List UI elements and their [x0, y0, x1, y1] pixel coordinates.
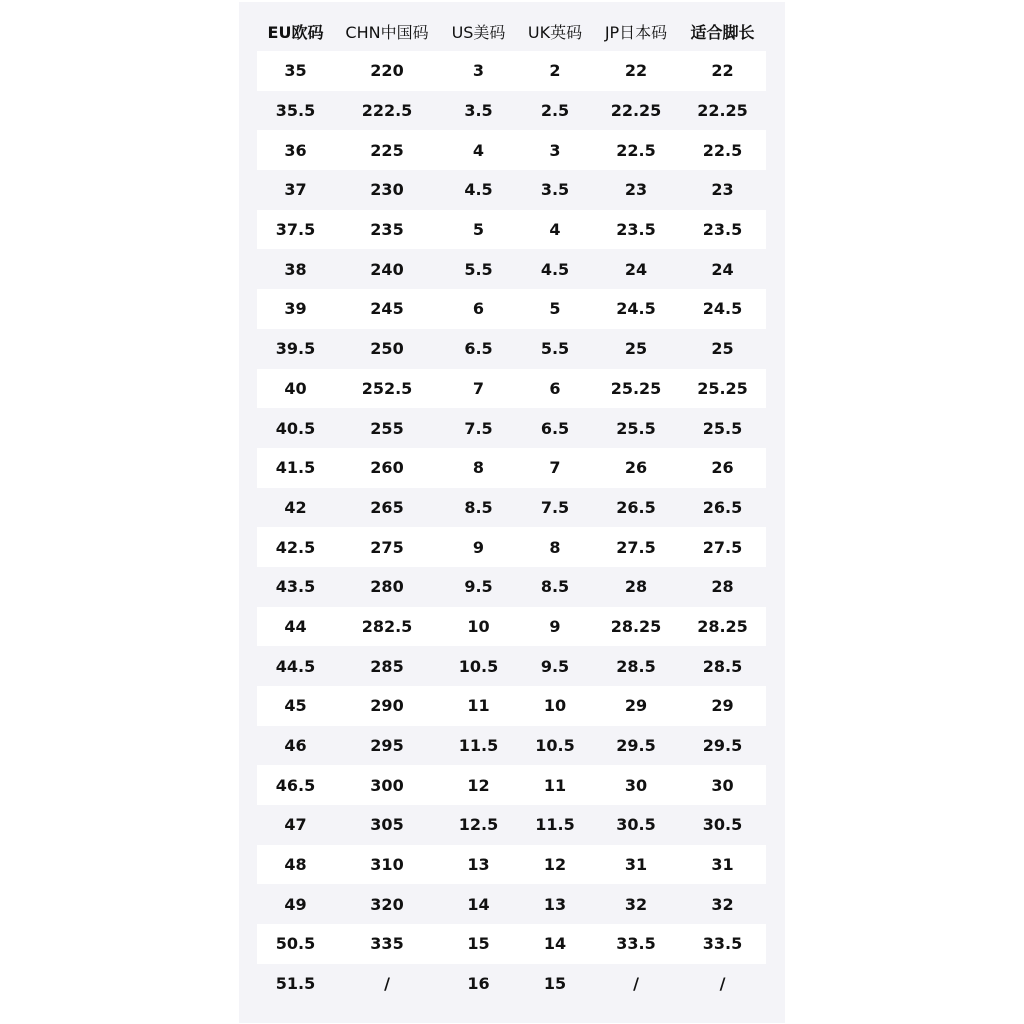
cell-uk: 6	[549, 378, 561, 398]
cell-chn: 255	[370, 418, 404, 438]
cell-foot-length: 28	[711, 577, 734, 597]
table-row	[257, 924, 766, 964]
cell-us: 9.5	[464, 577, 493, 597]
cell-eu: 36	[284, 140, 307, 160]
table-row	[257, 765, 766, 805]
cell-us: 9	[472, 537, 485, 557]
cell-eu: 39.5	[275, 339, 316, 359]
cell-eu: 49	[284, 894, 307, 914]
cell-us: 5	[472, 220, 485, 240]
cell-jp: 26.5	[616, 497, 656, 517]
cell-us: 10	[467, 616, 490, 636]
table-row	[257, 884, 766, 924]
cell-chn: 285	[370, 656, 404, 676]
cell-uk: 8.5	[540, 577, 570, 597]
cell-jp: 32	[624, 894, 648, 914]
cell-chn: 305	[370, 815, 404, 835]
cell-chn: 240	[370, 259, 404, 279]
cell-chn: 245	[370, 299, 404, 319]
cell-us: 11.5	[458, 736, 499, 756]
cell-eu: 40	[284, 378, 307, 398]
table-header	[257, 12, 766, 51]
cell-uk: 5	[549, 299, 561, 319]
cell-uk: 2.5	[540, 101, 570, 121]
cell-foot-length: 29	[711, 696, 734, 716]
table-row	[257, 527, 766, 567]
cell-eu: 39	[284, 299, 307, 319]
cell-uk: 15	[543, 974, 567, 994]
cell-foot-length: 26.5	[702, 497, 743, 517]
cell-jp: 24	[624, 259, 648, 279]
cell-foot-length: 22.5	[702, 140, 743, 160]
table-row	[257, 607, 766, 647]
cell-chn: 320	[370, 894, 404, 914]
cell-chn: 250	[370, 339, 404, 359]
table-row	[257, 805, 766, 845]
cell-foot-length: 25.25	[697, 378, 748, 398]
cell-jp: 23.5	[616, 220, 656, 240]
cell-uk: 5.5	[540, 339, 570, 359]
table-row	[257, 369, 766, 409]
table-row	[257, 408, 766, 448]
cell-uk: 7	[549, 458, 561, 478]
cell-uk: 12	[543, 855, 567, 875]
cell-us: 4.5	[464, 180, 493, 200]
cell-us: 6	[472, 299, 485, 319]
cell-foot-length: 22.25	[697, 101, 748, 121]
table-row	[257, 130, 766, 170]
cell-us: 4	[472, 140, 485, 160]
table-row	[257, 170, 766, 210]
cell-us: 16	[467, 974, 490, 994]
cell-foot-length: 23.5	[702, 220, 743, 240]
cell-eu: 47	[284, 815, 307, 835]
cell-foot-length: 22	[711, 61, 734, 81]
cell-jp: 22	[624, 61, 648, 81]
table-row	[257, 845, 766, 885]
cell-us: 7	[472, 378, 485, 398]
header-foot-length: 适合脚长	[690, 23, 755, 42]
cell-eu: 35	[284, 61, 307, 81]
table-row	[257, 686, 766, 726]
table-body	[257, 51, 766, 1004]
cell-us: 8	[472, 458, 485, 478]
cell-foot-length: 30	[711, 775, 734, 795]
cell-eu: 41.5	[275, 458, 316, 478]
cell-jp: 28.5	[616, 656, 656, 676]
cell-jp: 22.25	[610, 101, 662, 121]
cell-jp: 30.5	[616, 815, 656, 835]
header-us: US美码	[451, 23, 506, 42]
cell-foot-length: 27.5	[702, 537, 743, 557]
cell-chn: 222.5	[361, 101, 413, 121]
cell-eu: 44	[284, 616, 307, 636]
table-row	[257, 51, 766, 91]
cell-jp: 22.5	[616, 140, 656, 160]
cell-foot-length: 25.5	[702, 418, 743, 438]
cell-chn: 235	[370, 220, 404, 240]
cell-foot-length: 30.5	[702, 815, 743, 835]
cell-jp: 33.5	[616, 934, 656, 954]
cell-chn: 225	[370, 140, 404, 160]
size-chart-panel	[239, 2, 785, 1023]
cell-uk: 11.5	[535, 815, 575, 835]
cell-chn: 252.5	[361, 378, 413, 398]
size-chart-table	[257, 12, 766, 1004]
cell-us: 15	[467, 934, 490, 954]
cell-jp: 29.5	[616, 736, 656, 756]
cell-foot-length: 33.5	[702, 934, 743, 954]
cell-uk: 7.5	[540, 497, 570, 517]
cell-us: 6.5	[464, 339, 493, 359]
cell-chn: 275	[370, 537, 404, 557]
header-jp: JP日本码	[604, 23, 668, 42]
cell-foot-length: 24.5	[702, 299, 743, 319]
cell-jp: 26	[624, 458, 648, 478]
cell-us: 8.5	[464, 497, 493, 517]
cell-jp: 25.25	[610, 378, 662, 398]
cell-chn: 335	[370, 934, 404, 954]
cell-uk: 2	[549, 61, 561, 81]
cell-chn: 310	[370, 855, 404, 875]
table-row	[257, 210, 766, 250]
table-row	[257, 567, 766, 607]
table-row	[257, 448, 766, 488]
table-row	[257, 488, 766, 528]
table-row	[257, 964, 766, 1004]
cell-us: 5.5	[464, 259, 493, 279]
cell-eu: 38	[284, 259, 307, 279]
cell-jp: 28.25	[610, 616, 662, 636]
cell-eu: 45	[284, 696, 307, 716]
cell-jp: 27.5	[616, 537, 656, 557]
cell-jp: /	[633, 974, 639, 994]
cell-uk: 14	[543, 934, 567, 954]
cell-foot-length: 32	[711, 894, 734, 914]
cell-jp: 24.5	[616, 299, 656, 319]
cell-uk: 8	[549, 537, 561, 557]
cell-eu: 42.5	[275, 537, 316, 557]
cell-jp: 25.5	[616, 418, 656, 438]
cell-foot-length: 28.25	[697, 616, 748, 636]
cell-eu: 37	[284, 180, 307, 200]
cell-us: 12.5	[458, 815, 499, 835]
table-row	[257, 91, 766, 131]
cell-chn: 220	[370, 61, 404, 81]
cell-jp: 30	[624, 775, 648, 795]
cell-uk: 4	[549, 220, 561, 240]
cell-jp: 23	[624, 180, 648, 200]
table-row	[257, 646, 766, 686]
cell-eu: 51.5	[275, 974, 316, 994]
header-uk: UK英码	[527, 23, 583, 42]
header-chn: CHN中国码	[345, 23, 429, 42]
cell-uk: 3	[549, 140, 561, 160]
cell-chn: 265	[370, 497, 404, 517]
cell-foot-length: 25	[711, 339, 734, 359]
cell-eu: 46.5	[275, 775, 316, 795]
cell-uk: 9.5	[540, 656, 570, 676]
cell-us: 13	[467, 855, 490, 875]
cell-jp: 31	[624, 855, 648, 875]
cell-uk: 13	[543, 894, 567, 914]
cell-us: 11	[467, 696, 490, 716]
cell-uk: 11	[543, 775, 567, 795]
cell-foot-length: 29.5	[702, 736, 743, 756]
cell-us: 12	[467, 775, 490, 795]
cell-us: 3	[472, 61, 485, 81]
cell-jp: 29	[624, 696, 648, 716]
cell-us: 3.5	[464, 101, 493, 121]
table-row	[257, 726, 766, 766]
cell-foot-length: 28.5	[702, 656, 743, 676]
cell-chn: 280	[370, 577, 404, 597]
cell-us: 10.5	[458, 656, 499, 676]
cell-eu: 46	[284, 736, 307, 756]
cell-uk: 10	[543, 696, 567, 716]
cell-foot-length: 23	[711, 180, 734, 200]
table-row	[257, 289, 766, 329]
cell-uk: 10.5	[535, 736, 575, 756]
cell-foot-length: 31	[711, 855, 734, 875]
cell-eu: 35.5	[275, 101, 316, 121]
cell-jp: 28	[624, 577, 648, 597]
cell-uk: 9	[549, 616, 561, 636]
cell-jp: 25	[624, 339, 648, 359]
cell-foot-length: 24	[711, 259, 734, 279]
cell-eu: 42	[284, 497, 307, 517]
cell-uk: 4.5	[540, 259, 570, 279]
cell-chn: 300	[370, 775, 404, 795]
cell-eu: 44.5	[275, 656, 316, 676]
cell-foot-length: /	[719, 974, 726, 994]
cell-us: 14	[467, 894, 490, 914]
cell-foot-length: 26	[711, 458, 734, 478]
cell-eu: 48	[284, 855, 307, 875]
cell-eu: 43.5	[275, 577, 316, 597]
cell-chn: 230	[370, 180, 404, 200]
cell-uk: 6.5	[540, 418, 570, 438]
cell-chn: 290	[370, 696, 404, 716]
cell-uk: 3.5	[540, 180, 570, 200]
cell-eu: 37.5	[275, 220, 316, 240]
cell-chn: 295	[370, 736, 404, 756]
cell-chn: 260	[370, 458, 404, 478]
cell-chn: 282.5	[361, 616, 413, 636]
cell-eu: 50.5	[275, 934, 316, 954]
table-row	[257, 329, 766, 369]
header-eu: EU欧码	[267, 23, 324, 42]
cell-chn: /	[384, 974, 390, 994]
cell-eu: 40.5	[275, 418, 316, 438]
cell-us: 7.5	[464, 418, 493, 438]
table-row	[257, 249, 766, 289]
